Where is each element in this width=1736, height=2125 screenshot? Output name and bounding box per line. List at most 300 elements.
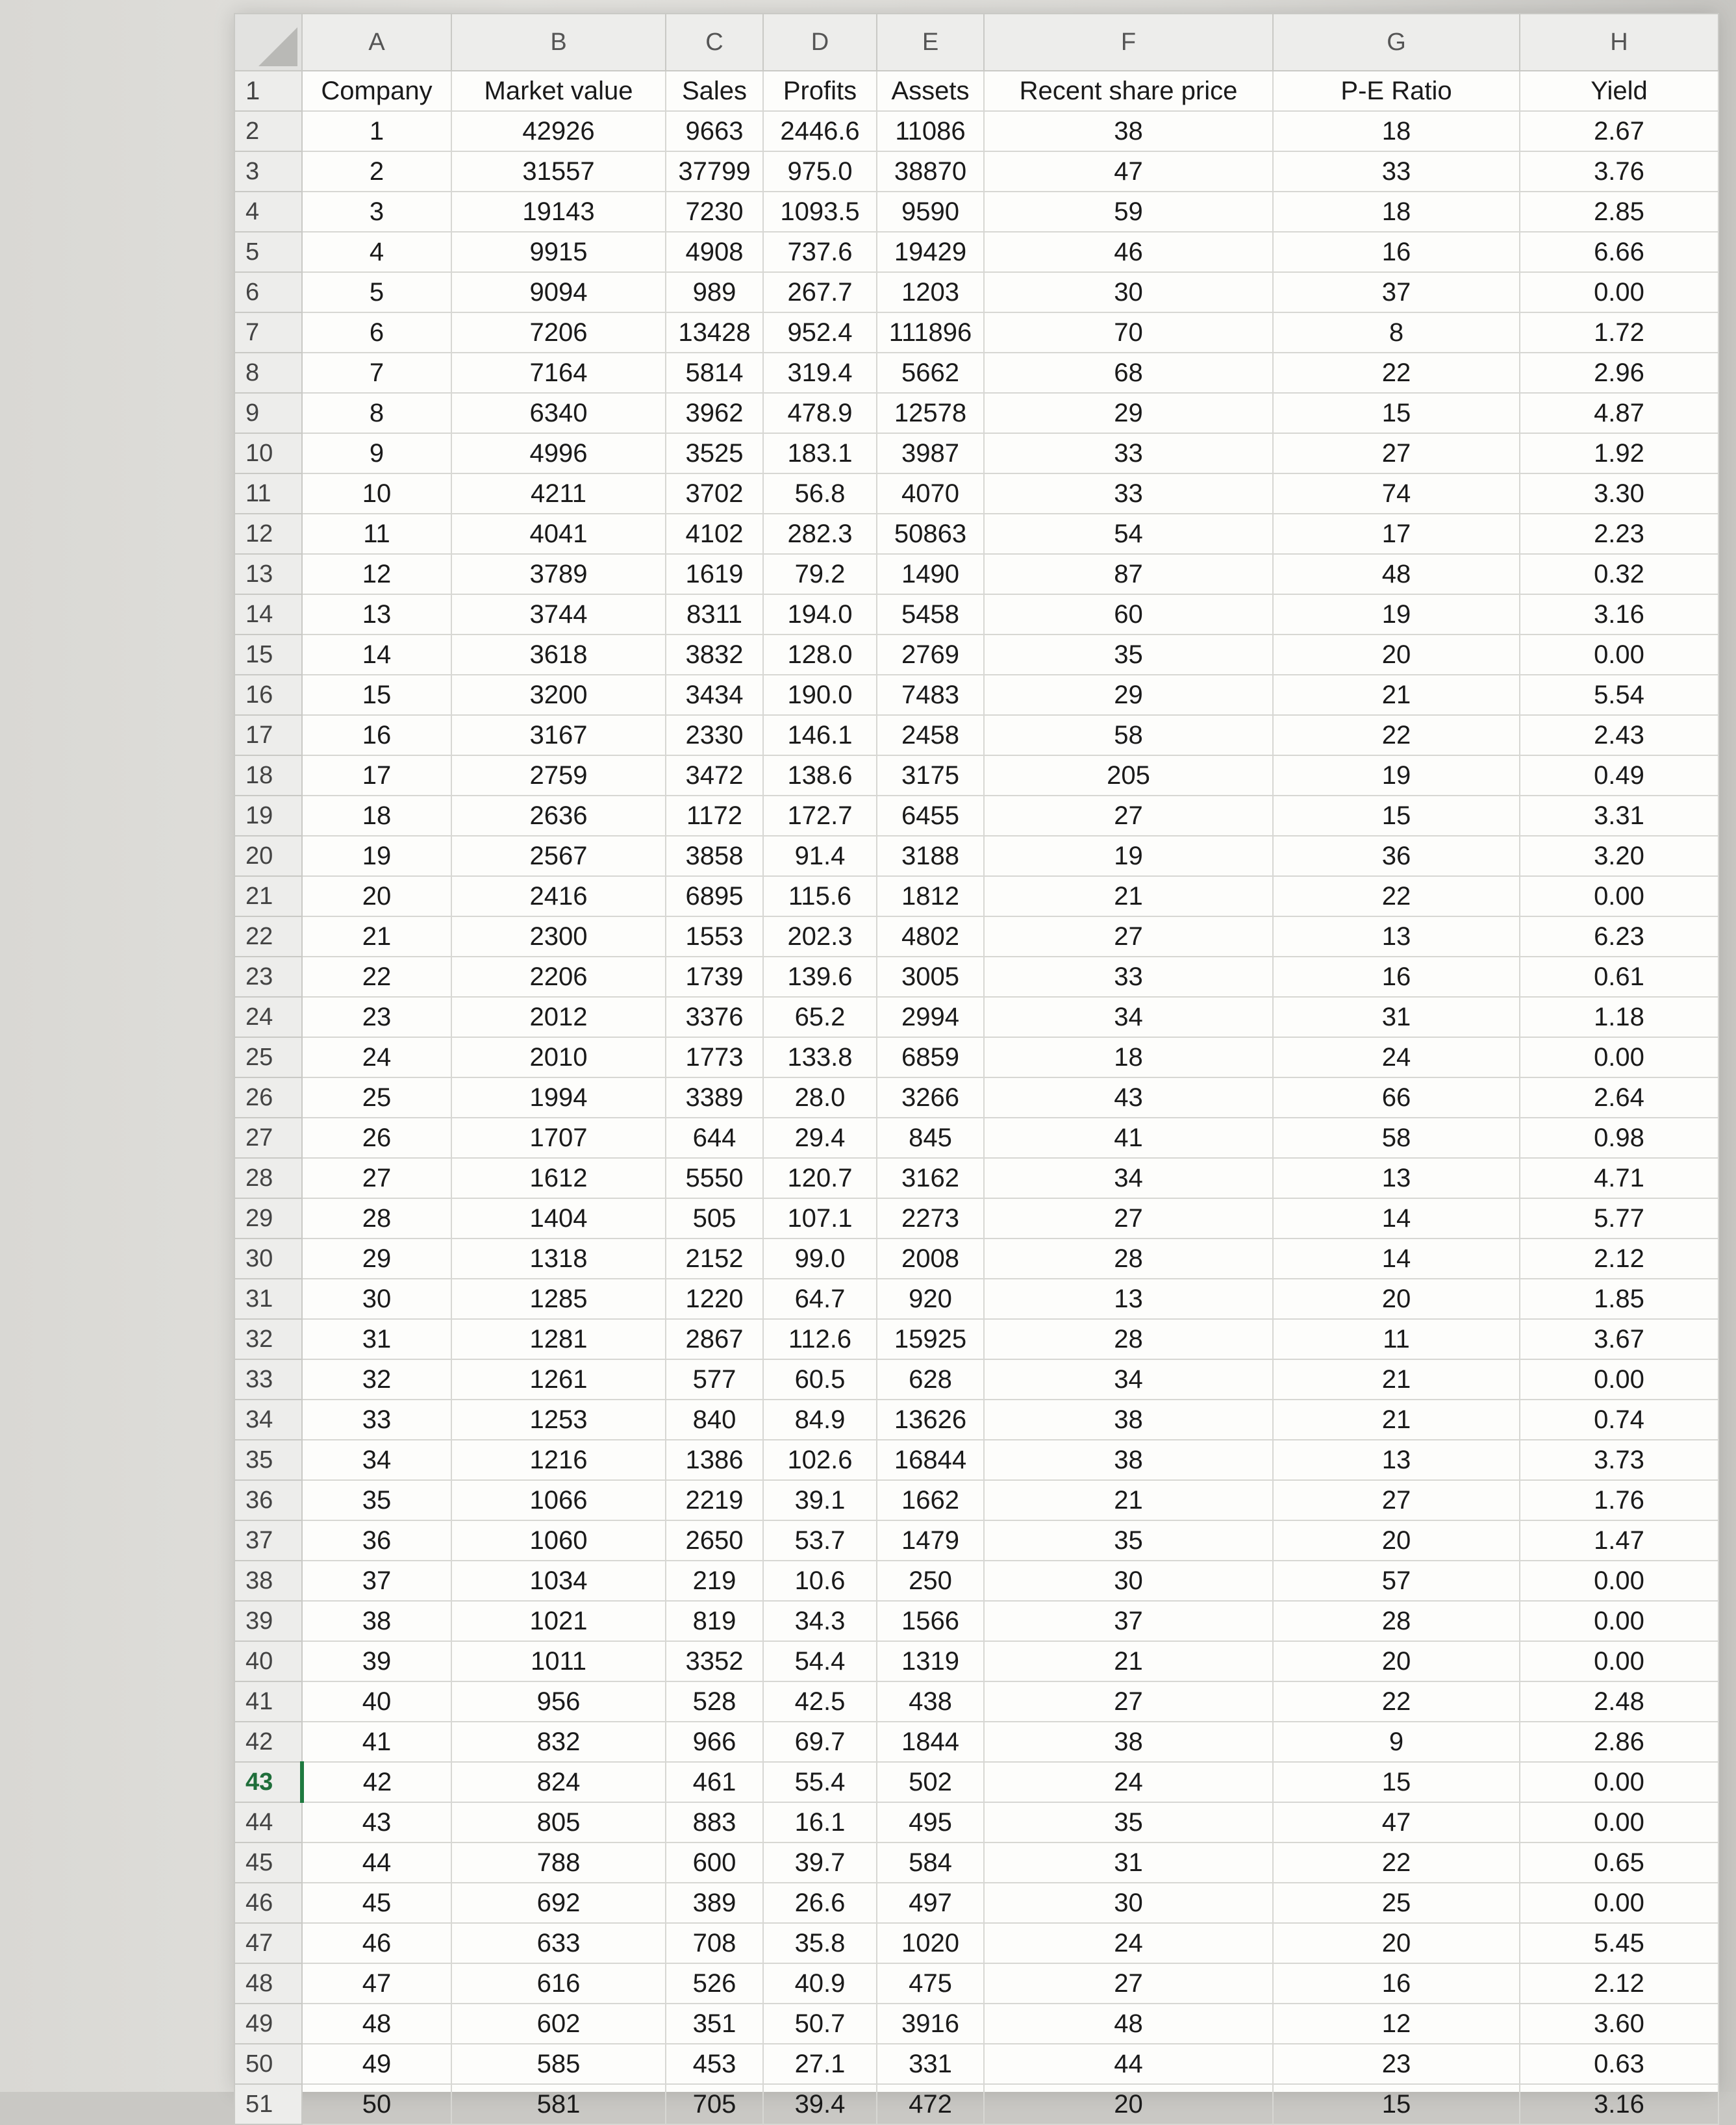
row-header[interactable]: 33 (234, 1359, 302, 1400)
row-header[interactable]: 17 (234, 715, 302, 755)
cell-profits[interactable]: 139.6 (763, 957, 877, 997)
cell-pe-ratio[interactable]: 12 (1273, 2004, 1520, 2044)
cell-assets[interactable]: 1203 (877, 272, 984, 312)
column-header-a[interactable]: A (302, 14, 451, 71)
row-header[interactable]: 38 (234, 1561, 302, 1601)
cell-sales[interactable]: 3434 (666, 675, 763, 715)
cell-yield[interactable]: 0.00 (1520, 635, 1718, 675)
cell-market-value[interactable]: 602 (451, 2004, 666, 2044)
cell-pe-ratio[interactable]: 15 (1273, 796, 1520, 836)
cell-share-price[interactable]: 38 (984, 1722, 1273, 1762)
cell-assets[interactable]: 1662 (877, 1480, 984, 1520)
cell-assets[interactable]: 5662 (877, 353, 984, 393)
cell-market-value[interactable]: 7164 (451, 353, 666, 393)
cell-company[interactable]: 4 (302, 232, 451, 272)
cell-company[interactable]: 44 (302, 1842, 451, 1883)
cell-market-value[interactable]: 31557 (451, 151, 666, 192)
cell-sales[interactable]: 4908 (666, 232, 763, 272)
cell-company[interactable]: 33 (302, 1400, 451, 1440)
cell-pe-ratio[interactable]: 13 (1273, 916, 1520, 957)
cell-pe-ratio[interactable]: 66 (1273, 1077, 1520, 1118)
cell-market-value[interactable]: 1285 (451, 1279, 666, 1319)
cell-share-price[interactable]: 30 (984, 1883, 1273, 1923)
cell-yield[interactable]: 0.98 (1520, 1118, 1718, 1158)
cell-market-value[interactable]: 3167 (451, 715, 666, 755)
cell-sales[interactable]: 505 (666, 1198, 763, 1239)
cell-company[interactable]: 11 (302, 514, 451, 554)
cell-profits[interactable]: 55.4 (763, 1762, 877, 1802)
cell-company[interactable]: 13 (302, 594, 451, 635)
cell-company[interactable]: 3 (302, 192, 451, 232)
cell-assets[interactable]: 250 (877, 1561, 984, 1601)
cell-sales[interactable]: 9663 (666, 111, 763, 151)
row-header[interactable]: 23 (234, 957, 302, 997)
cell-sales[interactable]: 2152 (666, 1239, 763, 1279)
cell-sales[interactable]: 1220 (666, 1279, 763, 1319)
row-header[interactable]: 42 (234, 1722, 302, 1762)
cell-market-value[interactable]: 1281 (451, 1319, 666, 1359)
cell-company[interactable]: 20 (302, 876, 451, 916)
cell-company[interactable]: 26 (302, 1118, 451, 1158)
cell-yield[interactable]: 3.60 (1520, 2004, 1718, 2044)
cell-yield[interactable]: 2.67 (1520, 111, 1718, 151)
cell-company[interactable]: 42 (302, 1762, 451, 1802)
cell-pe-ratio[interactable]: 24 (1273, 1037, 1520, 1077)
cell-pe-ratio[interactable]: 22 (1273, 715, 1520, 755)
cell-profits[interactable]: 29.4 (763, 1118, 877, 1158)
cell-sales[interactable]: 3352 (666, 1641, 763, 1681)
cell-yield[interactable]: 2.86 (1520, 1722, 1718, 1762)
cell-header-market-value[interactable]: Market value (451, 71, 666, 111)
cell-header-share-price[interactable]: Recent share price (984, 71, 1273, 111)
cell-assets[interactable]: 3175 (877, 755, 984, 796)
cell-market-value[interactable]: 1404 (451, 1198, 666, 1239)
cell-assets[interactable]: 111896 (877, 312, 984, 353)
cell-pe-ratio[interactable]: 16 (1273, 957, 1520, 997)
cell-pe-ratio[interactable]: 11 (1273, 1319, 1520, 1359)
cell-yield[interactable]: 1.85 (1520, 1279, 1718, 1319)
cell-share-price[interactable]: 28 (984, 1239, 1273, 1279)
cell-profits[interactable]: 53.7 (763, 1520, 877, 1561)
cell-sales[interactable]: 2330 (666, 715, 763, 755)
cell-share-price[interactable]: 43 (984, 1077, 1273, 1118)
cell-company[interactable]: 32 (302, 1359, 451, 1400)
cell-market-value[interactable]: 2012 (451, 997, 666, 1037)
cell-yield[interactable]: 0.00 (1520, 1802, 1718, 1842)
cell-company[interactable]: 21 (302, 916, 451, 957)
cell-share-price[interactable]: 44 (984, 2044, 1273, 2084)
cell-share-price[interactable]: 34 (984, 1158, 1273, 1198)
cell-assets[interactable]: 16844 (877, 1440, 984, 1480)
row-header[interactable]: 26 (234, 1077, 302, 1118)
cell-company[interactable]: 29 (302, 1239, 451, 1279)
cell-market-value[interactable]: 42926 (451, 111, 666, 151)
cell-profits[interactable]: 478.9 (763, 393, 877, 433)
cell-yield[interactable]: 2.12 (1520, 1963, 1718, 2004)
row-header[interactable]: 3 (234, 151, 302, 192)
cell-profits[interactable]: 172.7 (763, 796, 877, 836)
cell-share-price[interactable]: 47 (984, 151, 1273, 192)
row-header[interactable]: 11 (234, 473, 302, 514)
cell-sales[interactable]: 600 (666, 1842, 763, 1883)
cell-pe-ratio[interactable]: 15 (1273, 393, 1520, 433)
cell-yield[interactable]: 0.00 (1520, 1601, 1718, 1641)
cell-share-price[interactable]: 34 (984, 997, 1273, 1037)
cell-profits[interactable]: 975.0 (763, 151, 877, 192)
cell-header-yield[interactable]: Yield (1520, 71, 1718, 111)
cell-market-value[interactable]: 2759 (451, 755, 666, 796)
cell-company[interactable]: 48 (302, 2004, 451, 2044)
cell-yield[interactable]: 3.30 (1520, 473, 1718, 514)
cell-assets[interactable]: 9590 (877, 192, 984, 232)
row-header[interactable]: 19 (234, 796, 302, 836)
cell-profits[interactable]: 319.4 (763, 353, 877, 393)
cell-assets[interactable]: 6859 (877, 1037, 984, 1077)
cell-yield[interactable]: 2.48 (1520, 1681, 1718, 1722)
cell-profits[interactable]: 146.1 (763, 715, 877, 755)
cell-share-price[interactable]: 38 (984, 1400, 1273, 1440)
cell-pe-ratio[interactable]: 13 (1273, 1158, 1520, 1198)
cell-company[interactable]: 18 (302, 796, 451, 836)
cell-market-value[interactable]: 1707 (451, 1118, 666, 1158)
cell-pe-ratio[interactable]: 19 (1273, 594, 1520, 635)
cell-yield[interactable]: 1.72 (1520, 312, 1718, 353)
cell-market-value[interactable]: 2206 (451, 957, 666, 997)
cell-sales[interactable]: 2867 (666, 1319, 763, 1359)
cell-yield[interactable]: 3.67 (1520, 1319, 1718, 1359)
cell-pe-ratio[interactable]: 16 (1273, 232, 1520, 272)
cell-pe-ratio[interactable]: 19 (1273, 755, 1520, 796)
cell-company[interactable]: 46 (302, 1923, 451, 1963)
cell-market-value[interactable]: 1318 (451, 1239, 666, 1279)
cell-assets[interactable]: 1020 (877, 1923, 984, 1963)
cell-pe-ratio[interactable]: 33 (1273, 151, 1520, 192)
cell-assets[interactable]: 497 (877, 1883, 984, 1923)
cell-profits[interactable]: 42.5 (763, 1681, 877, 1722)
cell-company[interactable]: 7 (302, 353, 451, 393)
row-header[interactable]: 37 (234, 1520, 302, 1561)
cell-company[interactable]: 39 (302, 1641, 451, 1681)
cell-profits[interactable]: 84.9 (763, 1400, 877, 1440)
cell-share-price[interactable]: 27 (984, 916, 1273, 957)
cell-pe-ratio[interactable]: 27 (1273, 433, 1520, 473)
cell-market-value[interactable]: 3744 (451, 594, 666, 635)
cell-header-sales[interactable]: Sales (666, 71, 763, 111)
cell-yield[interactable]: 0.00 (1520, 1037, 1718, 1077)
column-header-h[interactable]: H (1520, 14, 1718, 71)
cell-pe-ratio[interactable]: 16 (1273, 1963, 1520, 2004)
cell-pe-ratio[interactable]: 28 (1273, 1601, 1520, 1641)
cell-sales[interactable]: 219 (666, 1561, 763, 1601)
cell-sales[interactable]: 5814 (666, 353, 763, 393)
cell-assets[interactable]: 4802 (877, 916, 984, 957)
cell-sales[interactable]: 840 (666, 1400, 763, 1440)
cell-sales[interactable]: 1172 (666, 796, 763, 836)
cell-pe-ratio[interactable]: 15 (1273, 2084, 1520, 2124)
cell-sales[interactable]: 989 (666, 272, 763, 312)
cell-assets[interactable]: 1490 (877, 554, 984, 594)
row-header[interactable]: 31 (234, 1279, 302, 1319)
row-header[interactable]: 21 (234, 876, 302, 916)
cell-share-price[interactable]: 205 (984, 755, 1273, 796)
cell-company[interactable]: 49 (302, 2044, 451, 2084)
cell-profits[interactable]: 39.4 (763, 2084, 877, 2124)
cell-profits[interactable]: 183.1 (763, 433, 877, 473)
cell-sales[interactable]: 8311 (666, 594, 763, 635)
cell-share-price[interactable]: 35 (984, 1520, 1273, 1561)
cell-assets[interactable]: 5458 (877, 594, 984, 635)
cell-company[interactable]: 22 (302, 957, 451, 997)
cell-yield[interactable]: 0.74 (1520, 1400, 1718, 1440)
cell-company[interactable]: 6 (302, 312, 451, 353)
cell-share-price[interactable]: 59 (984, 192, 1273, 232)
cell-company[interactable]: 28 (302, 1198, 451, 1239)
cell-header-assets[interactable]: Assets (877, 71, 984, 111)
cell-company[interactable]: 5 (302, 272, 451, 312)
cell-pe-ratio[interactable]: 57 (1273, 1561, 1520, 1601)
cell-company[interactable]: 30 (302, 1279, 451, 1319)
cell-profits[interactable]: 56.8 (763, 473, 877, 514)
cell-assets[interactable]: 11086 (877, 111, 984, 151)
cell-assets[interactable]: 2769 (877, 635, 984, 675)
cell-assets[interactable]: 50863 (877, 514, 984, 554)
cell-assets[interactable]: 1319 (877, 1641, 984, 1681)
cell-sales[interactable]: 1386 (666, 1440, 763, 1480)
cell-sales[interactable]: 3962 (666, 393, 763, 433)
cell-assets[interactable]: 3987 (877, 433, 984, 473)
cell-assets[interactable]: 920 (877, 1279, 984, 1319)
cell-sales[interactable]: 526 (666, 1963, 763, 2004)
cell-company[interactable]: 37 (302, 1561, 451, 1601)
cell-sales[interactable]: 966 (666, 1722, 763, 1762)
cell-company[interactable]: 14 (302, 635, 451, 675)
cell-share-price[interactable]: 46 (984, 232, 1273, 272)
cell-company[interactable]: 36 (302, 1520, 451, 1561)
cell-sales[interactable]: 13428 (666, 312, 763, 353)
cell-sales[interactable]: 708 (666, 1923, 763, 1963)
cell-profits[interactable]: 190.0 (763, 675, 877, 715)
row-header[interactable]: 49 (234, 2004, 302, 2044)
cell-profits[interactable]: 1093.5 (763, 192, 877, 232)
cell-pe-ratio[interactable]: 13 (1273, 1440, 1520, 1480)
row-header[interactable]: 35 (234, 1440, 302, 1480)
cell-yield[interactable]: 0.63 (1520, 2044, 1718, 2084)
cell-market-value[interactable]: 832 (451, 1722, 666, 1762)
cell-sales[interactable]: 3472 (666, 755, 763, 796)
cell-sales[interactable]: 389 (666, 1883, 763, 1923)
cell-company[interactable]: 35 (302, 1480, 451, 1520)
cell-yield[interactable]: 0.00 (1520, 1561, 1718, 1601)
cell-share-price[interactable]: 24 (984, 1923, 1273, 1963)
cell-share-price[interactable]: 68 (984, 353, 1273, 393)
cell-profits[interactable]: 2446.6 (763, 111, 877, 151)
cell-assets[interactable]: 19429 (877, 232, 984, 272)
cell-sales[interactable]: 1619 (666, 554, 763, 594)
cell-share-price[interactable]: 35 (984, 635, 1273, 675)
cell-yield[interactable]: 3.16 (1520, 2084, 1718, 2124)
row-header[interactable]: 13 (234, 554, 302, 594)
cell-assets[interactable]: 475 (877, 1963, 984, 2004)
cell-sales[interactable]: 3389 (666, 1077, 763, 1118)
cell-company[interactable]: 2 (302, 151, 451, 192)
cell-pe-ratio[interactable]: 20 (1273, 635, 1520, 675)
cell-assets[interactable]: 502 (877, 1762, 984, 1802)
row-header[interactable]: 36 (234, 1480, 302, 1520)
cell-pe-ratio[interactable]: 47 (1273, 1802, 1520, 1842)
cell-yield[interactable]: 3.16 (1520, 594, 1718, 635)
row-header[interactable]: 22 (234, 916, 302, 957)
cell-company[interactable]: 47 (302, 1963, 451, 2004)
cell-share-price[interactable]: 18 (984, 1037, 1273, 1077)
row-header[interactable]: 27 (234, 1118, 302, 1158)
cell-assets[interactable]: 7483 (877, 675, 984, 715)
row-header[interactable]: 20 (234, 836, 302, 876)
cell-share-price[interactable]: 31 (984, 1842, 1273, 1883)
cell-sales[interactable]: 3702 (666, 473, 763, 514)
cell-company[interactable]: 16 (302, 715, 451, 755)
cell-share-price[interactable]: 33 (984, 433, 1273, 473)
row-header[interactable]: 47 (234, 1923, 302, 1963)
cell-share-price[interactable]: 35 (984, 1802, 1273, 1842)
cell-market-value[interactable]: 3200 (451, 675, 666, 715)
cell-market-value[interactable]: 692 (451, 1883, 666, 1923)
cell-pe-ratio[interactable]: 20 (1273, 1520, 1520, 1561)
cell-pe-ratio[interactable]: 21 (1273, 1400, 1520, 1440)
cell-yield[interactable]: 0.00 (1520, 1762, 1718, 1802)
cell-profits[interactable]: 50.7 (763, 2004, 877, 2044)
row-header[interactable]: 34 (234, 1400, 302, 1440)
row-header[interactable]: 16 (234, 675, 302, 715)
cell-profits[interactable]: 27.1 (763, 2044, 877, 2084)
cell-market-value[interactable]: 4041 (451, 514, 666, 554)
cell-pe-ratio[interactable]: 15 (1273, 1762, 1520, 1802)
cell-market-value[interactable]: 1034 (451, 1561, 666, 1601)
cell-yield[interactable]: 0.00 (1520, 1641, 1718, 1681)
cell-share-price[interactable]: 37 (984, 1601, 1273, 1641)
cell-assets[interactable]: 13626 (877, 1400, 984, 1440)
cell-profits[interactable]: 107.1 (763, 1198, 877, 1239)
column-header-e[interactable]: E (877, 14, 984, 71)
cell-market-value[interactable]: 585 (451, 2044, 666, 2084)
row-header[interactable]: 24 (234, 997, 302, 1037)
cell-company[interactable]: 15 (302, 675, 451, 715)
cell-profits[interactable]: 102.6 (763, 1440, 877, 1480)
cell-pe-ratio[interactable]: 9 (1273, 1722, 1520, 1762)
cell-sales[interactable]: 819 (666, 1601, 763, 1641)
cell-company[interactable]: 34 (302, 1440, 451, 1480)
cell-market-value[interactable]: 824 (451, 1762, 666, 1802)
cell-share-price[interactable]: 34 (984, 1359, 1273, 1400)
cell-yield[interactable]: 0.32 (1520, 554, 1718, 594)
cell-sales[interactable]: 3376 (666, 997, 763, 1037)
cell-assets[interactable]: 584 (877, 1842, 984, 1883)
cell-profits[interactable]: 115.6 (763, 876, 877, 916)
cell-market-value[interactable]: 7206 (451, 312, 666, 353)
cell-market-value[interactable]: 1994 (451, 1077, 666, 1118)
cell-assets[interactable]: 1812 (877, 876, 984, 916)
row-header[interactable]: 30 (234, 1239, 302, 1279)
cell-company[interactable]: 1 (302, 111, 451, 151)
column-header-b[interactable]: B (451, 14, 666, 71)
cell-company[interactable]: 38 (302, 1601, 451, 1641)
cell-assets[interactable]: 2008 (877, 1239, 984, 1279)
row-header[interactable]: 6 (234, 272, 302, 312)
row-header[interactable]: 1 (234, 71, 302, 111)
row-header[interactable]: 10 (234, 433, 302, 473)
cell-assets[interactable]: 1566 (877, 1601, 984, 1641)
cell-yield[interactable]: 2.43 (1520, 715, 1718, 755)
cell-yield[interactable]: 2.23 (1520, 514, 1718, 554)
cell-company[interactable]: 31 (302, 1319, 451, 1359)
cell-share-price[interactable]: 20 (984, 2084, 1273, 2124)
cell-company[interactable]: 40 (302, 1681, 451, 1722)
cell-pe-ratio[interactable]: 21 (1273, 1359, 1520, 1400)
row-header[interactable]: 32 (234, 1319, 302, 1359)
cell-share-price[interactable]: 58 (984, 715, 1273, 755)
cell-assets[interactable]: 472 (877, 2084, 984, 2124)
row-header[interactable]: 40 (234, 1641, 302, 1681)
cell-sales[interactable]: 883 (666, 1802, 763, 1842)
cell-company[interactable]: 12 (302, 554, 451, 594)
cell-pe-ratio[interactable]: 23 (1273, 2044, 1520, 2084)
cell-pe-ratio[interactable]: 17 (1273, 514, 1520, 554)
cell-pe-ratio[interactable]: 20 (1273, 1279, 1520, 1319)
cell-profits[interactable]: 35.8 (763, 1923, 877, 1963)
cell-sales[interactable]: 461 (666, 1762, 763, 1802)
row-header[interactable]: 50 (234, 2044, 302, 2084)
cell-profits[interactable]: 64.7 (763, 1279, 877, 1319)
cell-share-price[interactable]: 29 (984, 675, 1273, 715)
cell-profits[interactable]: 128.0 (763, 635, 877, 675)
cell-profits[interactable]: 138.6 (763, 755, 877, 796)
cell-assets[interactable]: 3266 (877, 1077, 984, 1118)
row-header[interactable]: 9 (234, 393, 302, 433)
cell-assets[interactable]: 331 (877, 2044, 984, 2084)
cell-share-price[interactable]: 19 (984, 836, 1273, 876)
cell-yield[interactable]: 2.64 (1520, 1077, 1718, 1118)
cell-share-price[interactable]: 33 (984, 957, 1273, 997)
cell-sales[interactable]: 37799 (666, 151, 763, 192)
cell-profits[interactable]: 16.1 (763, 1802, 877, 1842)
cell-profits[interactable]: 737.6 (763, 232, 877, 272)
cell-share-price[interactable]: 24 (984, 1762, 1273, 1802)
cell-assets[interactable]: 628 (877, 1359, 984, 1400)
column-header-g[interactable]: G (1273, 14, 1520, 71)
cell-yield[interactable]: 6.23 (1520, 916, 1718, 957)
row-header[interactable]: 7 (234, 312, 302, 353)
cell-share-price[interactable]: 27 (984, 796, 1273, 836)
cell-sales[interactable]: 3858 (666, 836, 763, 876)
cell-market-value[interactable]: 19143 (451, 192, 666, 232)
cell-share-price[interactable]: 30 (984, 272, 1273, 312)
cell-market-value[interactable]: 3789 (451, 554, 666, 594)
cell-market-value[interactable]: 9915 (451, 232, 666, 272)
cell-assets[interactable]: 15925 (877, 1319, 984, 1359)
row-header[interactable]: 46 (234, 1883, 302, 1923)
cell-share-price[interactable]: 13 (984, 1279, 1273, 1319)
cell-yield[interactable]: 0.65 (1520, 1842, 1718, 1883)
cell-yield[interactable]: 0.49 (1520, 755, 1718, 796)
cell-yield[interactable]: 1.92 (1520, 433, 1718, 473)
cell-company[interactable]: 9 (302, 433, 451, 473)
cell-pe-ratio[interactable]: 74 (1273, 473, 1520, 514)
cell-market-value[interactable]: 2416 (451, 876, 666, 916)
cell-yield[interactable]: 3.76 (1520, 151, 1718, 192)
cell-market-value[interactable]: 788 (451, 1842, 666, 1883)
cell-profits[interactable]: 69.7 (763, 1722, 877, 1762)
cell-share-price[interactable]: 29 (984, 393, 1273, 433)
cell-company[interactable]: 10 (302, 473, 451, 514)
